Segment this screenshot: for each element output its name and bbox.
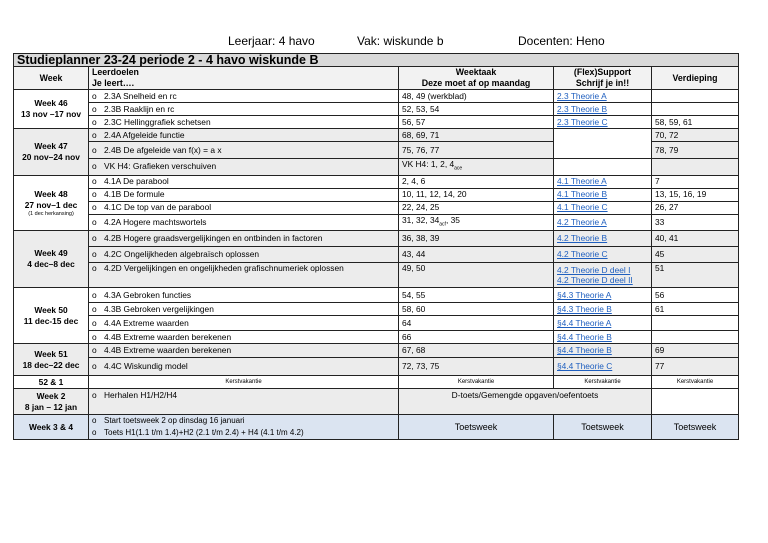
support-link[interactable]: 4.1 Theorie A: [557, 176, 607, 187]
support-cell[interactable]: [554, 103, 652, 116]
support-cell: [554, 159, 652, 176]
table-row: [14, 331, 739, 344]
goal-cell: [89, 288, 399, 303]
table-row: [14, 263, 739, 288]
goal-text: 4.3A Gebroken functies: [104, 289, 192, 300]
goal-cell: [89, 201, 399, 214]
goal-cell: [89, 415, 399, 440]
goal-text: 4.4B Extreme waarden berekenen: [104, 345, 232, 356]
goal-cell: [89, 263, 399, 288]
goal-cell: [89, 303, 399, 316]
task-cell: [399, 159, 554, 176]
task-cell: 58, 60: [399, 303, 554, 316]
support-cell[interactable]: [554, 247, 652, 263]
table-row: [14, 188, 739, 201]
week-dates: 11 dec-15 dec: [23, 315, 79, 326]
bullet-icon: o: [92, 202, 97, 213]
goal-cell: [89, 331, 399, 344]
support-cell[interactable]: [554, 303, 652, 316]
goal-cell: [89, 90, 399, 103]
week-dates: 13 nov –17 nov: [20, 109, 82, 119]
support-link-2[interactable]: 4.2 Theorie D deel II: [557, 275, 633, 286]
col-goals-header: [89, 67, 399, 90]
goal-text: 4.2D Vergelijkingen en ongelijkheden grafischnumeriek oplossen: [104, 263, 344, 274]
task-cell: 52, 53, 54: [399, 103, 554, 116]
table-row: [14, 344, 739, 358]
bullet-icon: o: [92, 331, 97, 342]
task-subscript: ace: [454, 165, 463, 172]
goal-text: VK H4: Grafieken verschuiven: [104, 161, 217, 172]
support-cell[interactable]: [554, 288, 652, 303]
task-cell: 66: [399, 331, 554, 344]
task-cell: Kerstvakantie: [399, 376, 554, 389]
task-cell: 56, 57: [399, 116, 554, 129]
week-47-cell: [14, 129, 89, 176]
verdieping-cell: 7: [652, 175, 739, 188]
goal-cell: [89, 231, 399, 247]
bullet-icon: o: [92, 303, 97, 314]
col-goals-line2: Je leert….: [92, 78, 135, 88]
table-row: [14, 201, 739, 214]
support-cell: [554, 129, 652, 159]
table-row: [14, 288, 739, 303]
verdieping-cell: 51: [652, 263, 739, 288]
table-row: [14, 175, 739, 188]
goal-cell: [89, 389, 399, 415]
planner-title: Studieplanner 23-24 periode 2 - 4 havo wiskunde B: [14, 54, 739, 67]
week-dates: 4 dec–8 dec: [27, 259, 75, 270]
table-row: [14, 116, 739, 129]
table-row: [14, 231, 739, 247]
goal-cell: [89, 116, 399, 129]
goal-text: 4.2B Hogere graadsvergelijkingen en ontbinden in factoren: [104, 233, 323, 244]
week-48-cell: [14, 175, 89, 231]
docenten-label: Docenten: Heno: [518, 34, 605, 48]
table-header-row: [14, 67, 739, 90]
col-task-line1: Weektaak: [455, 67, 497, 77]
support-cell: Toetsweek: [554, 415, 652, 440]
task-cell: 68, 69, 71: [399, 129, 554, 142]
task-cell: 36, 38, 39: [399, 231, 554, 247]
support-cell[interactable]: [554, 116, 652, 129]
bullet-icon: o: [92, 116, 97, 127]
goal-text: 4.3B Gebroken vergelijkingen: [104, 303, 214, 314]
support-cell[interactable]: [554, 358, 652, 376]
study-planner-table: [13, 53, 739, 440]
verdieping-cell: [652, 159, 739, 176]
goal-text: Herhalen H1/H2/H4: [104, 390, 178, 401]
bullet-icon: o: [92, 416, 97, 426]
bullet-icon: o: [92, 90, 97, 101]
goal-cell: [89, 175, 399, 188]
task-subscript: acf: [439, 221, 446, 228]
task-cell: [399, 214, 554, 231]
task-cell: 22, 24, 25: [399, 201, 554, 214]
bullet-icon: o: [92, 189, 97, 200]
task-cell: 49, 50: [399, 263, 554, 288]
goal-cell: [89, 159, 399, 176]
week-label: Week 46: [34, 98, 68, 108]
week-label: 52 & 1: [38, 376, 64, 387]
verdieping-cell: 33: [652, 214, 739, 231]
support-cell[interactable]: [554, 214, 652, 231]
goal-cell: [89, 103, 399, 116]
week-label: Week 50: [34, 304, 68, 315]
goal-text: 4.4C Wiskundig model: [104, 361, 188, 372]
goal-cell: [89, 316, 399, 331]
bullet-icon: o: [92, 345, 97, 356]
goal-text: 4.4A Extreme waarden: [104, 317, 189, 328]
goal-text-2: Toets H1(1.1 t/m 1.4)+H2 (2.1 t/m 2.4) + H4 (4.1 t/m 4.2): [104, 428, 304, 438]
verdieping-cell: 56: [652, 288, 739, 303]
verdieping-cell: [652, 331, 739, 344]
table-row: [14, 316, 739, 331]
col-task-header: [399, 67, 554, 90]
task-cell: 43, 44: [399, 247, 554, 263]
task-text-tail: , 35: [445, 214, 460, 225]
verdieping-cell: 58, 59, 61: [652, 116, 739, 129]
goal-cell: [89, 358, 399, 376]
week-46-cell: [14, 90, 89, 129]
support-link[interactable]: 4.1 Theorie C: [557, 202, 608, 213]
task-cell: 64: [399, 316, 554, 331]
bullet-icon: o: [92, 361, 97, 372]
week-50-cell: [14, 288, 89, 344]
bullet-icon: o: [92, 390, 97, 401]
support-cell[interactable]: [554, 188, 652, 201]
bullet-icon: o: [92, 249, 97, 260]
week-dates: 27 nov–1 dec: [24, 199, 78, 210]
support-link[interactable]: 2.3 Theorie B: [557, 103, 608, 114]
verdieping-cell: 61: [652, 303, 739, 316]
week-2-cell: [14, 389, 89, 415]
week-dates: 18 dec–22 dec: [22, 359, 80, 370]
task-cell: 54, 55: [399, 288, 554, 303]
support-link[interactable]: §4.4 Theorie B: [557, 331, 612, 342]
bullet-icon: o: [92, 263, 97, 274]
table-row: [14, 103, 739, 116]
support-link[interactable]: 4.1 Theorie B: [557, 189, 608, 200]
task-cell: 72, 73, 75: [399, 358, 554, 376]
week-52-1-cell: [14, 376, 89, 389]
task-cell: 75, 76, 77: [399, 142, 554, 159]
goal-cell: [89, 247, 399, 263]
goal-text: 4.4B Extreme waarden berekenen: [104, 331, 232, 342]
support-link[interactable]: §4.4 Theorie C: [557, 361, 613, 372]
support-cell[interactable]: [554, 331, 652, 344]
verdieping-cell: 77: [652, 358, 739, 376]
table-row: [14, 159, 739, 176]
task-cell: 67, 68: [399, 344, 554, 358]
col-support-line2: Schrijf je in!!: [575, 78, 630, 88]
table-row: [14, 90, 739, 103]
task-cell: 2, 4, 6: [399, 175, 554, 188]
bullet-icon: o: [92, 233, 97, 244]
table-row: [14, 415, 739, 440]
task-cell: Toetsweek: [399, 415, 554, 440]
verdieping-cell: Kerstvakantie: [652, 376, 739, 389]
support-link[interactable]: §4.3 Theorie B: [557, 303, 612, 314]
week-49-cell: [14, 231, 89, 288]
goal-text: 4.1A De parabool: [104, 176, 169, 187]
table-row: [14, 129, 739, 142]
support-link[interactable]: 4.2 Theorie D deel I: [557, 265, 631, 276]
goal-text: 2.4B De afgeleide van f(x) = a x: [104, 144, 222, 155]
week-label: Week 48: [34, 188, 68, 199]
support-link[interactable]: 2.3 Theorie C: [557, 116, 608, 127]
table-row: [14, 247, 739, 263]
goal-cell: [89, 214, 399, 231]
goal-text: 4.1B De formule: [104, 189, 165, 200]
support-link[interactable]: §4.4 Theorie A: [557, 317, 612, 328]
goal-text: 4.2C Ongelijkheden algebraïsch oplossen: [104, 249, 260, 260]
week-51-cell: [14, 344, 89, 376]
support-cell[interactable]: [554, 263, 652, 288]
support-cell[interactable]: [554, 90, 652, 103]
goal-text: 2.3C Hellinggrafiek schetsen: [104, 116, 211, 127]
bullet-icon: o: [92, 217, 97, 227]
bullet-icon: o: [92, 103, 97, 114]
support-link[interactable]: 4.2 Theorie C: [557, 249, 608, 260]
week-3-4-cell: [14, 415, 89, 440]
bullet-icon: o: [92, 129, 97, 140]
goal-cell: [89, 142, 399, 159]
bullet-icon: o: [92, 161, 97, 172]
goal-text: 2.3A Snelheid en rc: [104, 90, 177, 101]
verdieping-cell: 69: [652, 344, 739, 358]
support-link[interactable]: 4.2 Theorie A: [557, 217, 607, 227]
task-cell: D-toets/Gemengde opgaven/oefentoets: [399, 389, 652, 415]
table-row: [14, 214, 739, 231]
task-text: 31, 32, 34: [402, 214, 440, 225]
week-label: Week 3 & 4: [28, 421, 74, 432]
week-label: Week 47: [34, 140, 68, 151]
support-cell[interactable]: [554, 231, 652, 247]
support-cell[interactable]: [554, 175, 652, 188]
task-cell: 48, 49 (werkblad): [399, 90, 554, 103]
task-text: VK H4: 1, 2, 4: [402, 159, 455, 169]
bullet-icon: o: [92, 317, 97, 328]
verdieping-cell: [652, 90, 739, 103]
verdieping-cell: 45: [652, 247, 739, 263]
week-label: Week 2: [36, 390, 66, 401]
goal-cell: [89, 344, 399, 358]
week-dates: 8 jan – 12 jan: [24, 401, 78, 412]
verdieping-cell: 70, 72: [652, 129, 739, 142]
week-label: Week 51: [34, 348, 68, 359]
goal-text: 4.1C De top van de parabool: [104, 202, 212, 213]
week-note: (1 dec herkansing): [28, 210, 74, 217]
goal-text: Start toetsweek 2 op dinsdag 16 januari: [104, 416, 245, 426]
col-week-header: Week: [14, 67, 89, 90]
table-row: [14, 389, 739, 415]
vak-label: Vak: wiskunde b: [357, 34, 444, 48]
bullet-icon: o: [92, 176, 97, 187]
support-cell[interactable]: [554, 201, 652, 214]
support-cell[interactable]: [554, 316, 652, 331]
col-task-line2: Deze moet af op maandag: [421, 78, 531, 88]
table-row: [14, 303, 739, 316]
goal-text: 2.4A Afgeleide functie: [104, 129, 185, 140]
support-link[interactable]: §4.4 Theorie B: [557, 345, 612, 356]
table-row: [14, 376, 739, 389]
goal-text: 2.3B Raaklijn en rc: [104, 103, 175, 114]
col-support-header: [554, 67, 652, 90]
support-cell[interactable]: [554, 344, 652, 358]
task-cell: 10, 11, 12, 14, 20: [399, 188, 554, 201]
goal-cell: Kerstvakantie: [89, 376, 399, 389]
col-support-line1: (Flex)Support: [573, 67, 632, 77]
verdieping-cell: [652, 389, 739, 415]
verdieping-cell: 26, 27: [652, 201, 739, 214]
verdieping-cell: 13, 15, 16, 19: [652, 188, 739, 201]
support-link[interactable]: 4.2 Theorie B: [557, 233, 608, 244]
goal-cell: [89, 129, 399, 142]
verdieping-cell: 78, 79: [652, 142, 739, 159]
support-link[interactable]: §4.3 Theorie A: [557, 289, 612, 300]
support-link[interactable]: 2.3 Theorie A: [557, 90, 607, 101]
verdieping-cell: [652, 316, 739, 331]
bullet-icon: o: [92, 144, 97, 155]
week-dates: 20 nov–24 nov: [22, 151, 80, 162]
verdieping-cell: 40, 41: [652, 231, 739, 247]
week-label: Week 49: [34, 248, 68, 259]
leerjaar-label: Leerjaar: 4 havo: [228, 34, 315, 48]
goal-cell: [89, 188, 399, 201]
table-row: [14, 358, 739, 376]
bullet-icon: o: [92, 289, 97, 300]
bullet-icon: o: [92, 428, 97, 438]
verdieping-cell: [652, 103, 739, 116]
support-cell: Kerstvakantie: [554, 376, 652, 389]
col-goals-line1: Leerdoelen: [92, 67, 139, 77]
col-verdieping-header: Verdieping: [652, 67, 739, 90]
verdieping-cell: Toetsweek: [652, 415, 739, 440]
goal-text: 4.2A Hogere machtswortels: [104, 217, 207, 227]
